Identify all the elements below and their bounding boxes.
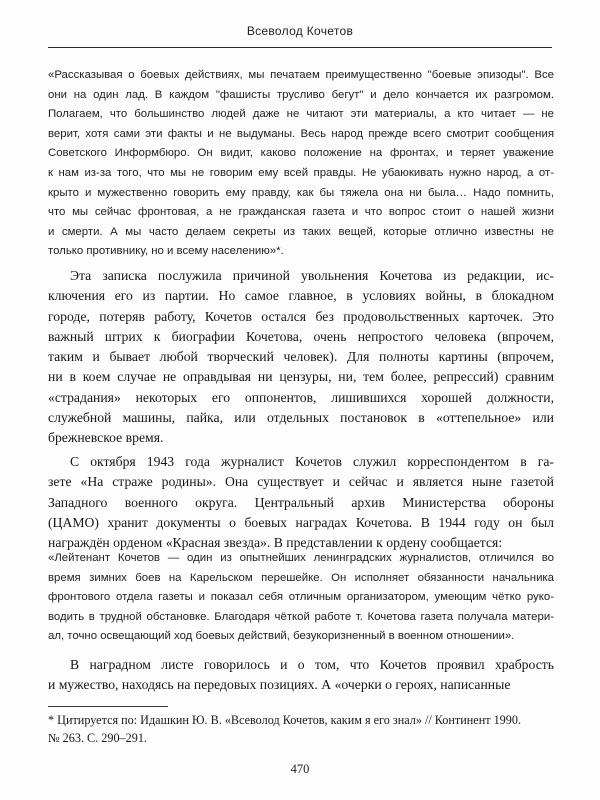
quote-line: время зимних боев на Карельском перешейке. Он исполняет обязанности начальника xyxy=(48,571,554,584)
paragraph-line: Западного военного округа. Центральный архив Министерства обороны xyxy=(48,494,554,510)
quote-line: что мы сейчас фронтовая, а не гражданская газета и что вопрос стоит о нашей жизни xyxy=(48,206,554,219)
running-head-title: Всеволод Кочетов xyxy=(246,24,354,38)
quote-line: водить в трудной обстановке. Благодаря чёткой работе т. Кочетова газета получала матери- xyxy=(48,610,554,623)
quote-line: только противнику, но и всему населению»*. xyxy=(48,245,284,258)
paragraph-line: зете «На страже родины». Она существует и сейчас и является ныне газетой xyxy=(48,474,554,490)
block-quote-award-citation xyxy=(48,549,554,647)
quote-line: Полагаем, что большинство людей даже не читают эти материалы, а кто читает — не xyxy=(48,108,554,121)
paragraph-line: награждён орденом «Красная звезда». В представлении к ордену сообщается: xyxy=(48,535,503,551)
footnote-line: № 263. С. 290–291. xyxy=(48,730,147,745)
paragraph-line: С октября 1943 года журналист Кочетов служил корреспондентом в га- xyxy=(70,454,554,469)
paragraph-line: служебной машины, пайка, или отдельных постановок в «оттепельное» или xyxy=(48,410,554,426)
quote-line: они на один лад. В каждом "фашисты трусливо бегут" и дело кончается их разгромом. xyxy=(48,88,554,101)
paragraph-line: и мужество, находясь на передовых позициях. А «очерки о героях, написанные xyxy=(48,677,511,693)
quote-line: верит, хотя сами эти факты и не выдуманы. Весь народ прежде всего смотрит сообщения xyxy=(48,127,554,140)
header-rule xyxy=(48,47,552,48)
paragraph-line: ключения его из партии. Но самое главное, в условиях войны, в блокадном xyxy=(48,288,554,304)
footnote-line: * Цитируется по: Идашкин Ю. В. «Всеволод Кочетов, каким я его знал» // Континент 1990. xyxy=(48,713,522,727)
quote-line: к нам из-за того, что мы не говорим ему всей правды. Не убаюкивать нужно народ, а от- xyxy=(48,166,554,179)
footnote-rule xyxy=(48,706,168,707)
paragraph-line: (ЦАМО) хранит документы о боевых наградах Кочетова. В 1944 году он был xyxy=(48,514,554,530)
page-number: 470 xyxy=(290,762,310,776)
paragraph-newspaper-service xyxy=(48,452,554,553)
quote-line: фронтового отдела газеты и показал себя отличным организатором, умеющим чётко руко- xyxy=(48,591,554,604)
quote-line: крыто и мужественно говорить ему правду, как бы тяжела она ни была… Надо помнить, xyxy=(48,186,554,199)
paragraph-line: ни в коем случае не оправдывая ни цензуры, ни, тем более, репрессий) сравним xyxy=(48,369,554,385)
footnote xyxy=(48,712,554,747)
paragraph-line: «страдания» некоторых его оппонентов, лишившихся хорошей должности, xyxy=(48,389,554,405)
quote-line: ал, точно освещающий ход боевых действий, безукоризненный в военном отношении». xyxy=(48,630,515,643)
paragraph-memo-consequences xyxy=(48,266,554,449)
paragraph-line: таким и бывает любой творческий человек). Для полноты картины (впрочем, xyxy=(48,349,554,365)
paragraph-line: В наградном листе говорилось и о том, что Кочетов проявил храбрость xyxy=(70,657,554,672)
paragraph-line: Эта записка послужила причиной увольнения Кочетова из редакции, ис- xyxy=(70,268,554,283)
quote-line: и смерти. А мы часто делаем секреты из таких вещей, которые отлично известны не xyxy=(48,225,554,238)
quote-line: «Лейтенант Кочетов — один из опытнейших ленинградских журналистов, отличился во xyxy=(48,552,554,564)
block-quote-memo xyxy=(48,66,554,262)
paragraph-line: брежневское время. xyxy=(48,430,164,446)
paragraph-line: важный штрих к биографии Кочетова, очень непростого человека (впрочем, xyxy=(48,328,554,344)
paragraph-line: городе, потеряв работу, Кочетов остался без продовольственных карточек. Это xyxy=(48,308,554,324)
quote-line: «Рассказывая о боевых действиях, мы печатаем преимущественно "боевые эпизоды". Все xyxy=(48,69,554,81)
quote-line: Советского Информбюро. Он видит, каково положение на фронтах, и теряет уважение xyxy=(48,147,554,160)
paragraph-award-sheet xyxy=(48,655,554,696)
